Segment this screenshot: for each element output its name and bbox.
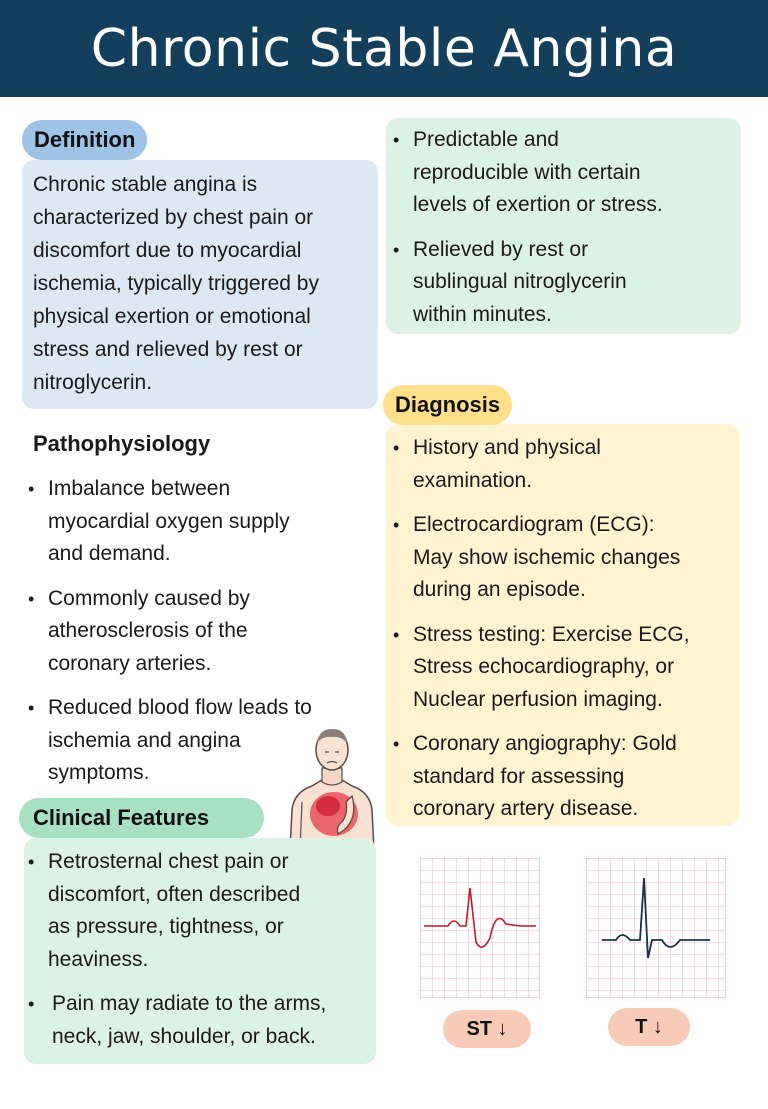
diagnosis-heading: Diagnosis — [383, 385, 512, 425]
list-line: during an episode. — [413, 578, 586, 601]
list-line: • Predictable and — [413, 128, 559, 151]
pathophysiology-heading: Pathophysiology — [33, 431, 211, 456]
list-line: • Coronary angiography: Gold — [413, 732, 677, 755]
definition-line: Chronic stable angina is — [33, 173, 258, 196]
list-line: and demand. — [48, 542, 171, 565]
list-line: • Retrosternal chest pain or — [48, 850, 289, 873]
st-depression-label: ST ↓ — [443, 1010, 531, 1048]
page-title: Chronic Stable Angina — [90, 18, 678, 79]
list-line: standard for assessing — [413, 764, 625, 788]
definition-line: physical exertion or emotional — [33, 305, 311, 328]
list-line: May show ischemic changes — [413, 545, 681, 569]
list-line: myocardial oxygen supply — [48, 509, 290, 533]
list-line: ischemia and angina — [48, 728, 241, 752]
list-item — [391, 234, 736, 332]
definition-heading: Definition — [22, 120, 147, 160]
list-line: levels of exertion or stress. — [413, 193, 663, 216]
list-line: symptoms. — [48, 761, 150, 784]
definition-line: nitroglycerin. — [33, 371, 153, 394]
ecg-st-depression-strip — [420, 858, 540, 998]
diagnosis-list — [391, 432, 739, 838]
clinical-features-list — [26, 846, 376, 1065]
definition-line: discomfort due to myocardial — [33, 239, 302, 262]
definition-line: characterized by chest pain or — [33, 206, 314, 229]
definition-line: stress and relieved by rest or — [33, 338, 303, 361]
list-line: examination. — [413, 468, 533, 492]
clinical-features-heading: Clinical Features — [19, 798, 264, 838]
features-continued-list — [391, 124, 736, 343]
list-line: • Stress testing: Exercise ECG, — [413, 622, 690, 646]
list-line: discomfort, often described — [48, 882, 301, 906]
list-line: coronary arteries. — [48, 651, 212, 675]
t-inversion-label: T ↓ — [608, 1008, 690, 1046]
list-line: heaviness. — [48, 947, 149, 971]
list-line: atherosclerosis of the — [48, 619, 248, 642]
ecg-t-inversion-strip — [586, 858, 726, 998]
list-line: neck, jaw, shoulder, or back. — [52, 1024, 316, 1048]
list-line: • History and physical — [413, 436, 601, 459]
definition-text — [33, 168, 378, 399]
list-line: • Reduced blood flow leads to — [48, 696, 312, 719]
list-line: • Imbalance between — [48, 477, 231, 500]
definition-line: ischemia, typically triggered by — [33, 272, 319, 295]
list-item — [26, 473, 371, 571]
list-line: • Relieved by rest or — [413, 237, 589, 261]
list-line: sublingual nitroglycerin — [413, 270, 627, 293]
list-item — [391, 619, 739, 717]
list-item — [26, 988, 376, 1053]
list-item — [26, 846, 376, 976]
list-line: coronary artery disease. — [413, 797, 639, 820]
list-line: within minutes. — [413, 302, 552, 326]
list-line: • Commonly caused by — [48, 586, 250, 610]
list-item — [391, 509, 739, 607]
list-item — [391, 432, 739, 497]
list-line: Nuclear perfusion imaging. — [413, 687, 663, 711]
title-banner — [0, 0, 768, 97]
list-line: Stress echocardiography, or — [413, 655, 675, 678]
list-item — [391, 124, 736, 222]
list-line: reproducible with certain — [413, 160, 641, 184]
list-line: • Electrocardiogram (ECG): — [413, 513, 655, 536]
list-item — [26, 583, 371, 681]
list-line: as pressure, tightness, or — [48, 915, 284, 938]
chest-pain-illustration — [282, 722, 382, 850]
list-line: • Pain may radiate to the arms, — [52, 992, 327, 1015]
list-item — [391, 728, 739, 826]
